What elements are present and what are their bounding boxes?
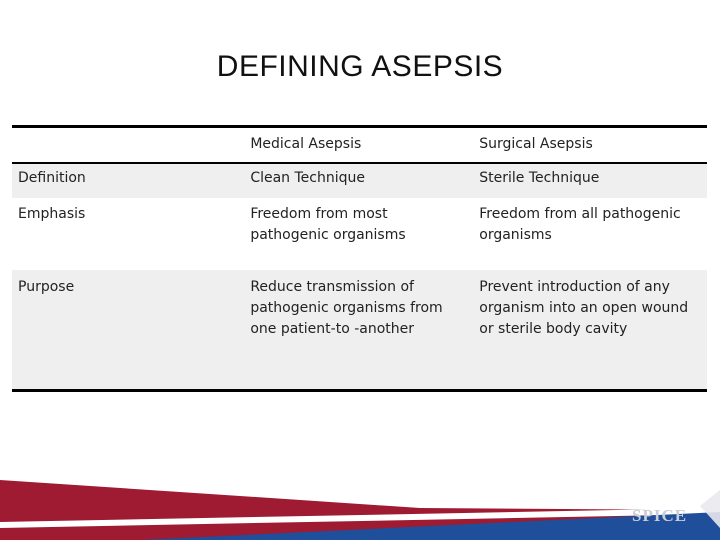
header-surgical-asepsis: Surgical Asepsis — [479, 136, 593, 152]
surgical-cell: Freedom from all pathogenic organisms — [479, 206, 681, 243]
slide-title: DEFINING ASEPSIS — [216, 50, 504, 83]
header-medical-asepsis: Medical Asepsis — [250, 136, 362, 152]
row-label: Purpose — [18, 279, 75, 295]
header-empty-cell — [12, 127, 244, 164]
medical-cell: Reduce transmission of pathogenic organisms from one patient-to -another — [250, 279, 443, 337]
surgical-cell: Sterile Technique — [479, 170, 600, 186]
table-row — [12, 163, 707, 198]
spice-logo: SPICE — [632, 506, 688, 525]
row-label: Definition — [18, 170, 86, 186]
medical-cell: Freedom from most pathogenic organisms — [250, 206, 406, 243]
row-label: Emphasis — [18, 206, 86, 222]
footer-band — [0, 468, 720, 540]
surgical-cell: Prevent introduction of any organism into an open wound or sterile body cavity — [479, 279, 689, 337]
table-row — [12, 198, 707, 270]
medical-cell: Clean Technique — [250, 170, 366, 186]
table-header-row — [12, 127, 707, 164]
table-row — [12, 270, 707, 391]
asepsis-table — [12, 125, 707, 392]
